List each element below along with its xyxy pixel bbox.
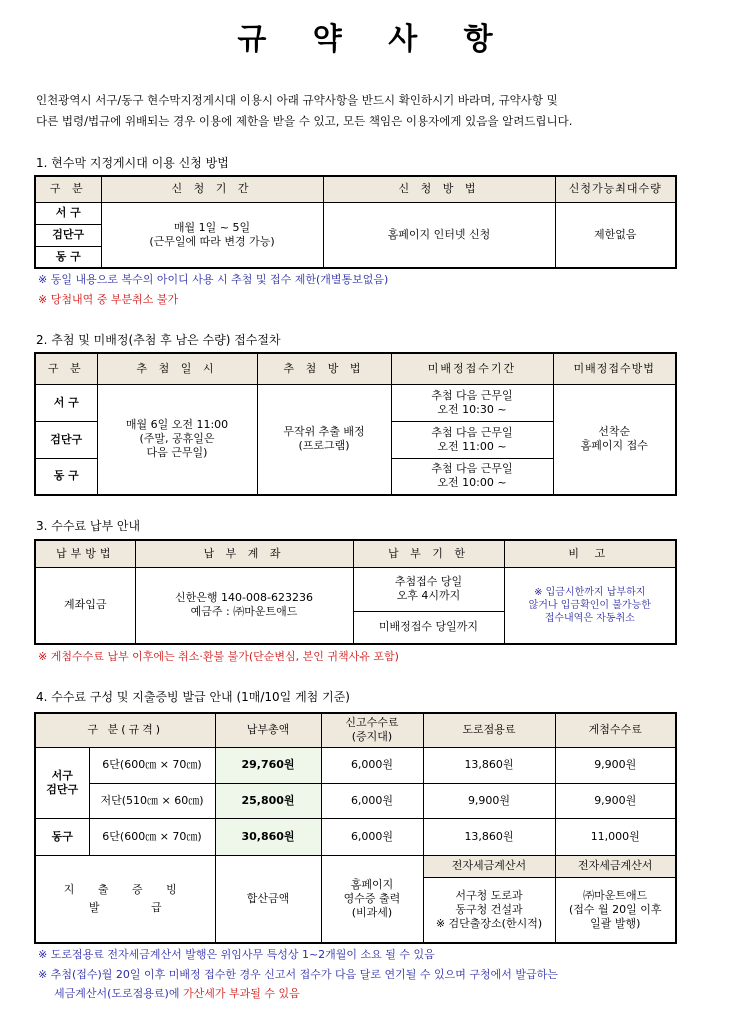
header-account: 납 부 계 좌 <box>135 540 353 567</box>
region-cell: 서 구 <box>35 202 101 224</box>
section-2-heading: 2. 추첨 및 미배정(추첨 후 남은 수량) 접수절차 <box>36 333 281 347</box>
posting-issuer-line-1: ㈜마운트애드 <box>583 888 648 902</box>
lottery-date-line-2: (주말, 공휴일은 <box>139 432 215 446</box>
section-4-heading: 4. 수수료 구성 및 지출증빙 발급 안내 (1매/10일 게첨 기준) <box>36 690 350 704</box>
section-4-note-2 <box>38 965 558 1003</box>
road-issuer-cell <box>423 877 555 943</box>
header-division: 구 분(규격) <box>35 713 215 747</box>
proof-report-line-3: (비과세) <box>351 905 393 919</box>
section-1-note-1: ※ 동일 내용으로 복수의 아이디 사용 시 추첨 및 접수 제한(개별통보없음) <box>38 273 389 286</box>
tax-invoice-road: 전자세금계산서 <box>423 855 555 877</box>
fee-table <box>34 712 677 944</box>
section-4-note-1: ※ 도로점용료 전자세금계산서 발행은 위임사무 특성상 1~2개월이 소요 될 수 있음 <box>38 948 435 961</box>
header-unassigned-method: 미배정접수방법 <box>553 353 676 384</box>
remark-cell <box>504 567 676 644</box>
proof-report-line-1: 홈페이지 <box>350 877 394 891</box>
posting-fee-cell: 9,900원 <box>555 783 676 818</box>
proof-label-cell <box>35 855 215 943</box>
unassigned-period-cell <box>391 421 553 458</box>
header-period: 신 청 기 간 <box>101 176 323 202</box>
period-line-1: 추첨 다음 근무일 <box>431 462 513 476</box>
header-due: 납 부 기 한 <box>353 540 504 567</box>
account-cell <box>135 567 353 644</box>
note-2-line-2a: 세금계산서(도로점용료)에 <box>54 987 183 1000</box>
period-cell <box>101 202 323 268</box>
remark-line-3: 접수내역은 자동취소 <box>544 612 635 624</box>
section-1-note-2: ※ 당첨내역 중 부분취소 불가 <box>38 293 179 306</box>
road-fee-cell: 13,860원 <box>423 747 555 783</box>
posting-issuer-cell <box>555 877 676 943</box>
posting-fee-cell: 11,000원 <box>555 818 676 855</box>
posting-issuer-line-3: 일괄 발행) <box>590 916 641 930</box>
region-cell: 동 구 <box>35 458 97 495</box>
recv-line-2: 홈페이지 접수 <box>580 439 648 453</box>
report-fee-cell: 6,000원 <box>321 818 423 855</box>
period-line-1: 추첨 다음 근무일 <box>431 425 513 439</box>
method-cell: 홈페이지 인터넷 신청 <box>323 202 555 268</box>
proof-report-line-2: 영수증 출력 <box>343 891 401 905</box>
proof-total-cell: 합산금액 <box>215 855 321 943</box>
spec-cell: 6단(600㎝ × 70㎝) <box>89 747 215 783</box>
lottery-method-cell <box>257 384 391 495</box>
road-fee-cell: 13,860원 <box>423 818 555 855</box>
proof-label-line-2: 발 급 <box>88 900 162 914</box>
application-table <box>34 175 677 269</box>
proof-label-line-1: 지 출 증 빙 <box>63 882 187 896</box>
lottery-date-cell <box>97 384 257 495</box>
due-line-1: 추첨접수 당일 <box>394 575 463 588</box>
remark-line-2: 않거나 입금확인이 불가능한 <box>528 599 651 611</box>
max-cell: 제한없음 <box>555 202 676 268</box>
header-road-fee: 도로점용료 <box>423 713 555 747</box>
note-2-line-1: ※ 추첨(접수)월 20일 이후 미배정 접수한 경우 신고서 접수가 다음 달로 연기될 수 있으며 구청에서 발급하는 <box>38 968 558 981</box>
header-division: 구 분 <box>35 353 97 384</box>
intro-text <box>36 90 696 132</box>
unassigned-period-cell <box>391 384 553 421</box>
lottery-method-line-2: (프로그램) <box>298 439 350 453</box>
lottery-date-line-3: 다음 근무일) <box>146 446 208 460</box>
report-fee-cell: 6,000원 <box>321 783 423 818</box>
account-number: 신한은행 140-008-623236 <box>175 591 313 605</box>
section-1-heading: 1. 현수막 지정게시대 이용 신청 방법 <box>36 156 229 170</box>
header-report-fee <box>321 713 423 747</box>
total-cell: 29,760원 <box>215 747 321 783</box>
due-cell <box>353 567 504 611</box>
unassigned-method-cell <box>553 384 676 495</box>
lottery-date-line-1: 매월 6일 오전 11:00 <box>125 418 229 432</box>
posting-fee-cell: 9,900원 <box>555 747 676 783</box>
section-3-note: ※ 게첨수수료 납부 이후에는 취소·환불 불가(단순변심, 본인 귀책사유 포함) <box>38 650 399 663</box>
total-cell: 30,860원 <box>215 818 321 855</box>
region-line-2: 검단구 <box>46 782 79 796</box>
intro-line-2: 다른 법령/법규에 위배되는 경우 이용에 제한을 받을 수 있고, 모든 책임은 이용자에게 있음을 알려드립니다. <box>36 114 573 128</box>
period-line-2: 오전 11:00 ~ <box>437 439 507 453</box>
due-cell: 미배정접수 당일까지 <box>353 611 504 644</box>
region-cell: 검단구 <box>35 224 101 246</box>
note-2-line-2 <box>38 984 558 1003</box>
region-cell: 검단구 <box>35 421 97 458</box>
road-fee-cell: 9,900원 <box>423 783 555 818</box>
spec-cell: 6단(600㎝ × 70㎝) <box>89 818 215 855</box>
report-fee-line-1: 신고수수료 <box>345 716 399 730</box>
region-cell: 서 구 <box>35 384 97 421</box>
lottery-table <box>34 352 677 496</box>
header-unassigned-period: 미배정접수기간 <box>391 353 553 384</box>
total-cell: 25,800원 <box>215 783 321 818</box>
header-method: 신 청 방 법 <box>323 176 555 202</box>
page-title: 규 약 사 항 <box>237 22 511 57</box>
header-division: 구 분 <box>35 176 101 202</box>
region-cell: 동 구 <box>35 246 101 268</box>
spec-cell: 저단(510㎝ × 60㎝) <box>89 783 215 818</box>
proof-report-cell <box>321 855 423 943</box>
header-pay-method: 납부방법 <box>35 540 135 567</box>
region-cell <box>35 747 89 818</box>
lottery-method-line-1: 무작위 추출 배정 <box>283 425 365 439</box>
payment-table <box>34 539 677 645</box>
period-line-2: 오전 10:00 ~ <box>437 476 507 490</box>
header-max: 신청가능최대수량 <box>555 176 676 202</box>
posting-issuer-line-2: (접수 월 20일 이후 <box>568 902 662 916</box>
period-line-2: (근무일에 따라 변경 가능) <box>149 234 275 248</box>
section-3-heading: 3. 수수료 납부 안내 <box>36 519 141 533</box>
period-line-1: 매월 1일 ~ 5일 <box>173 220 251 234</box>
account-holder: 예금주 : ㈜마운트애드 <box>190 605 298 619</box>
remark-line-1: ※ 입금시한까지 납부하지 <box>534 586 646 598</box>
header-total: 납부총액 <box>215 713 321 747</box>
header-lottery-date: 추 첨 일 시 <box>97 353 257 384</box>
road-issuer-line-3: ※ 검단출장소(한시적) <box>435 916 543 930</box>
header-lottery-method: 추 첨 방 법 <box>257 353 391 384</box>
period-line-2: 오전 10:30 ~ <box>437 402 507 416</box>
header-posting-fee: 게첨수수료 <box>555 713 676 747</box>
region-line-1: 서구 <box>51 768 73 782</box>
report-fee-line-2: (증지대) <box>351 730 393 744</box>
pay-method-cell: 계좌입금 <box>35 567 135 644</box>
due-line-2: 오후 4시까지 <box>396 589 461 602</box>
report-fee-cell: 6,000원 <box>321 747 423 783</box>
recv-line-1: 선착순 <box>598 425 631 439</box>
road-issuer-line-2: 동구청 건설과 <box>455 902 523 916</box>
note-2-line-2b: 가산세가 부과될 수 있음 <box>182 987 300 1000</box>
tax-invoice-posting: 전자세금계산서 <box>555 855 676 877</box>
region-cell: 동구 <box>35 818 89 855</box>
period-line-1: 추첨 다음 근무일 <box>431 388 513 402</box>
road-issuer-line-1: 서구청 도로과 <box>455 888 523 902</box>
header-remark: 비 고 <box>504 540 676 567</box>
unassigned-period-cell <box>391 458 553 495</box>
intro-line-1: 인천광역시 서구/동구 현수막지정게시대 이용시 아래 규약사항을 반드시 확인하시기 바라며, 규약사항 및 <box>36 93 558 107</box>
